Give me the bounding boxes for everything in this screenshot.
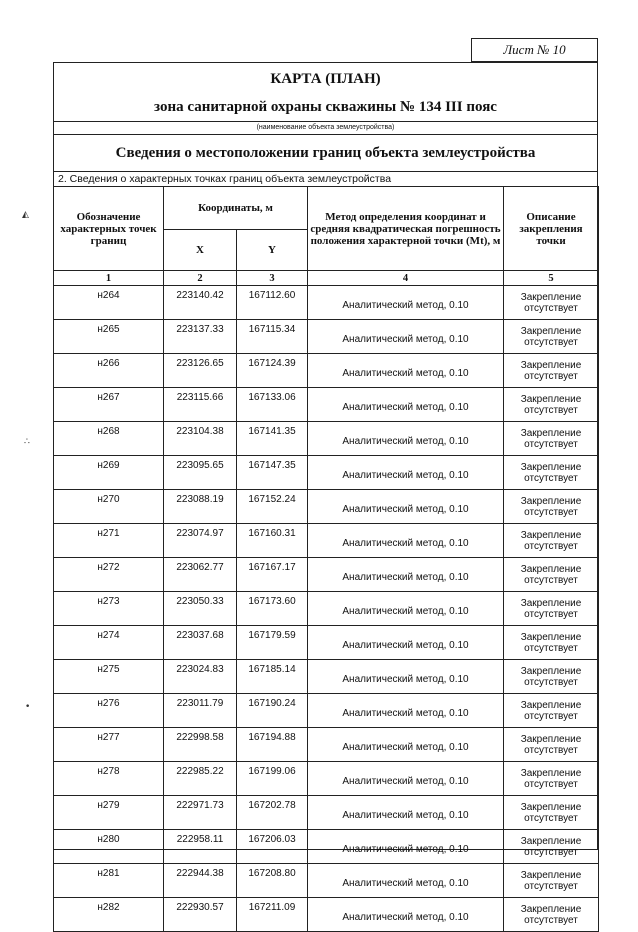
margin-mark: ◭ bbox=[22, 210, 29, 220]
coord-x: 223050.33 bbox=[164, 592, 237, 626]
point-code: н280 bbox=[54, 830, 164, 864]
coord-y: 167167.17 bbox=[237, 558, 308, 592]
method-cell: Аналитический метод, 0.10 bbox=[308, 320, 504, 354]
coord-y: 167147.35 bbox=[237, 456, 308, 490]
table-row bbox=[54, 388, 599, 422]
header-coords: Координаты, м bbox=[164, 187, 308, 230]
point-code: н266 bbox=[54, 354, 164, 388]
margin-mark: • bbox=[25, 702, 31, 712]
point-code: н277 bbox=[54, 728, 164, 762]
description-cell: Закрепление отсутствует bbox=[504, 864, 599, 898]
method-cell: Аналитический метод, 0.10 bbox=[308, 456, 504, 490]
method-cell: Аналитический метод, 0.10 bbox=[308, 830, 504, 864]
column-number: 1 bbox=[54, 271, 164, 286]
coord-x: 222930.57 bbox=[164, 898, 237, 932]
point-code: н276 bbox=[54, 694, 164, 728]
coord-x: 223074.97 bbox=[164, 524, 237, 558]
description-cell: Закрепление отсутствует bbox=[504, 830, 599, 864]
method-cell: Аналитический метод, 0.10 bbox=[308, 388, 504, 422]
coord-x: 223024.83 bbox=[164, 660, 237, 694]
point-code: н270 bbox=[54, 490, 164, 524]
description-cell: Закрепление отсутствует bbox=[504, 354, 599, 388]
subsection-title: 2. Сведения о характерных точках границ объекта землеустройства bbox=[58, 173, 392, 185]
method-cell: Аналитический метод, 0.10 bbox=[308, 490, 504, 524]
header-method: Метод определения координат и средняя квадратическая погрешность положения характерной точки (Mt), м bbox=[308, 187, 504, 271]
method-cell: Аналитический метод, 0.10 bbox=[308, 524, 504, 558]
method-cell: Аналитический метод, 0.10 bbox=[308, 558, 504, 592]
table-row bbox=[54, 728, 599, 762]
table-row bbox=[54, 558, 599, 592]
description-cell: Закрепление отсутствует bbox=[504, 286, 599, 320]
method-cell: Аналитический метод, 0.10 bbox=[308, 354, 504, 388]
point-code: н265 bbox=[54, 320, 164, 354]
coord-y: 167202.78 bbox=[237, 796, 308, 830]
map-title: КАРТА (ПЛАН) bbox=[270, 71, 381, 87]
description-cell: Закрепление отсутствует bbox=[504, 524, 599, 558]
method-cell: Аналитический метод, 0.10 bbox=[308, 694, 504, 728]
description-cell: Закрепление отсутствует bbox=[504, 490, 599, 524]
coord-y: 167179.59 bbox=[237, 626, 308, 660]
point-code: н279 bbox=[54, 796, 164, 830]
table-row bbox=[54, 864, 599, 898]
method-cell: Аналитический метод, 0.10 bbox=[308, 592, 504, 626]
table-row bbox=[54, 898, 599, 932]
sheet-number: Лист № 10 bbox=[471, 38, 598, 62]
point-code: н273 bbox=[54, 592, 164, 626]
table-row bbox=[54, 592, 599, 626]
table-row bbox=[54, 286, 599, 320]
description-cell: Закрепление отсутствует bbox=[504, 592, 599, 626]
point-code: н271 bbox=[54, 524, 164, 558]
header-x: X bbox=[164, 230, 237, 271]
coord-x: 222971.73 bbox=[164, 796, 237, 830]
coord-y: 167160.31 bbox=[237, 524, 308, 558]
table-row bbox=[54, 830, 599, 864]
coord-y: 167211.09 bbox=[237, 898, 308, 932]
description-cell: Закрепление отсутствует bbox=[504, 422, 599, 456]
description-cell: Закрепление отсутствует bbox=[504, 388, 599, 422]
coord-x: 223062.77 bbox=[164, 558, 237, 592]
method-cell: Аналитический метод, 0.10 bbox=[308, 422, 504, 456]
coord-x: 222985.22 bbox=[164, 762, 237, 796]
coord-y: 167208.80 bbox=[237, 864, 308, 898]
point-code: н269 bbox=[54, 456, 164, 490]
column-number: 2 bbox=[164, 271, 237, 286]
coord-x: 223104.38 bbox=[164, 422, 237, 456]
method-cell: Аналитический метод, 0.10 bbox=[308, 762, 504, 796]
coord-y: 167190.24 bbox=[237, 694, 308, 728]
coord-x: 222958.11 bbox=[164, 830, 237, 864]
description-cell: Закрепление отсутствует bbox=[504, 694, 599, 728]
method-cell: Аналитический метод, 0.10 bbox=[308, 660, 504, 694]
section-title: Сведения о местоположении границ объекта землеустройства bbox=[54, 135, 597, 172]
point-code: н264 bbox=[54, 286, 164, 320]
table-row bbox=[54, 422, 599, 456]
table-body bbox=[54, 286, 599, 932]
description-cell: Закрепление отсутствует bbox=[504, 762, 599, 796]
coord-y: 167206.03 bbox=[237, 830, 308, 864]
point-code: н268 bbox=[54, 422, 164, 456]
zone-title: зона санитарной охраны скважины № 134 III пояс bbox=[154, 99, 497, 115]
point-code: н278 bbox=[54, 762, 164, 796]
header-y: Y bbox=[237, 230, 308, 271]
coord-x: 223115.66 bbox=[164, 388, 237, 422]
coord-y: 167133.06 bbox=[237, 388, 308, 422]
coord-y: 167115.34 bbox=[237, 320, 308, 354]
table-row bbox=[54, 524, 599, 558]
header-point: Обозначение характерных точек границ bbox=[54, 187, 164, 271]
coord-x: 223037.68 bbox=[164, 626, 237, 660]
coord-x: 222944.38 bbox=[164, 864, 237, 898]
table-row bbox=[54, 490, 599, 524]
table-row bbox=[54, 694, 599, 728]
point-code: н267 bbox=[54, 388, 164, 422]
description-cell: Закрепление отсутствует bbox=[504, 796, 599, 830]
coord-x: 223126.65 bbox=[164, 354, 237, 388]
method-cell: Аналитический метод, 0.10 bbox=[308, 286, 504, 320]
point-code: н272 bbox=[54, 558, 164, 592]
table-row bbox=[54, 796, 599, 830]
description-cell: Закрепление отсутствует bbox=[504, 558, 599, 592]
margin-mark: ∴ bbox=[24, 437, 30, 447]
description-cell: Закрепление отсутствует bbox=[504, 626, 599, 660]
document-frame bbox=[53, 62, 598, 926]
point-code: н274 bbox=[54, 626, 164, 660]
table-row bbox=[54, 660, 599, 694]
coord-x: 222998.58 bbox=[164, 728, 237, 762]
description-cell: Закрепление отсутствует bbox=[504, 456, 599, 490]
description-cell: Закрепление отсутствует bbox=[504, 728, 599, 762]
column-number: 4 bbox=[308, 271, 504, 286]
column-number: 5 bbox=[504, 271, 599, 286]
coord-x: 223011.79 bbox=[164, 694, 237, 728]
coord-y: 167141.35 bbox=[237, 422, 308, 456]
coord-x: 223137.33 bbox=[164, 320, 237, 354]
method-cell: Аналитический метод, 0.10 bbox=[308, 864, 504, 898]
point-code: н281 bbox=[54, 864, 164, 898]
coord-x: 223088.19 bbox=[164, 490, 237, 524]
header-description: Описание закрепления точки bbox=[504, 187, 599, 271]
table-row bbox=[54, 626, 599, 660]
point-code: н282 bbox=[54, 898, 164, 932]
coord-y: 167173.60 bbox=[237, 592, 308, 626]
coord-y: 167112.60 bbox=[237, 286, 308, 320]
coord-y: 167185.14 bbox=[237, 660, 308, 694]
table-row bbox=[54, 320, 599, 354]
description-cell: Закрепление отсутствует bbox=[504, 320, 599, 354]
coord-x: 223095.65 bbox=[164, 456, 237, 490]
method-cell: Аналитический метод, 0.10 bbox=[308, 728, 504, 762]
coord-y: 167194.88 bbox=[237, 728, 308, 762]
table-row bbox=[54, 456, 599, 490]
coord-y: 167124.39 bbox=[237, 354, 308, 388]
method-cell: Аналитический метод, 0.10 bbox=[308, 898, 504, 932]
description-cell: Закрепление отсутствует bbox=[504, 660, 599, 694]
zone-caption: (наименование объекта землеустройства) bbox=[54, 121, 597, 135]
boundary-points-table bbox=[53, 186, 599, 932]
coord-x: 223140.42 bbox=[164, 286, 237, 320]
column-number: 3 bbox=[237, 271, 308, 286]
method-cell: Аналитический метод, 0.10 bbox=[308, 796, 504, 830]
table-row bbox=[54, 762, 599, 796]
point-code: н275 bbox=[54, 660, 164, 694]
coord-y: 167199.06 bbox=[237, 762, 308, 796]
description-cell: Закрепление отсутствует bbox=[504, 898, 599, 932]
coord-y: 167152.24 bbox=[237, 490, 308, 524]
method-cell: Аналитический метод, 0.10 bbox=[308, 626, 504, 660]
table-row bbox=[54, 354, 599, 388]
